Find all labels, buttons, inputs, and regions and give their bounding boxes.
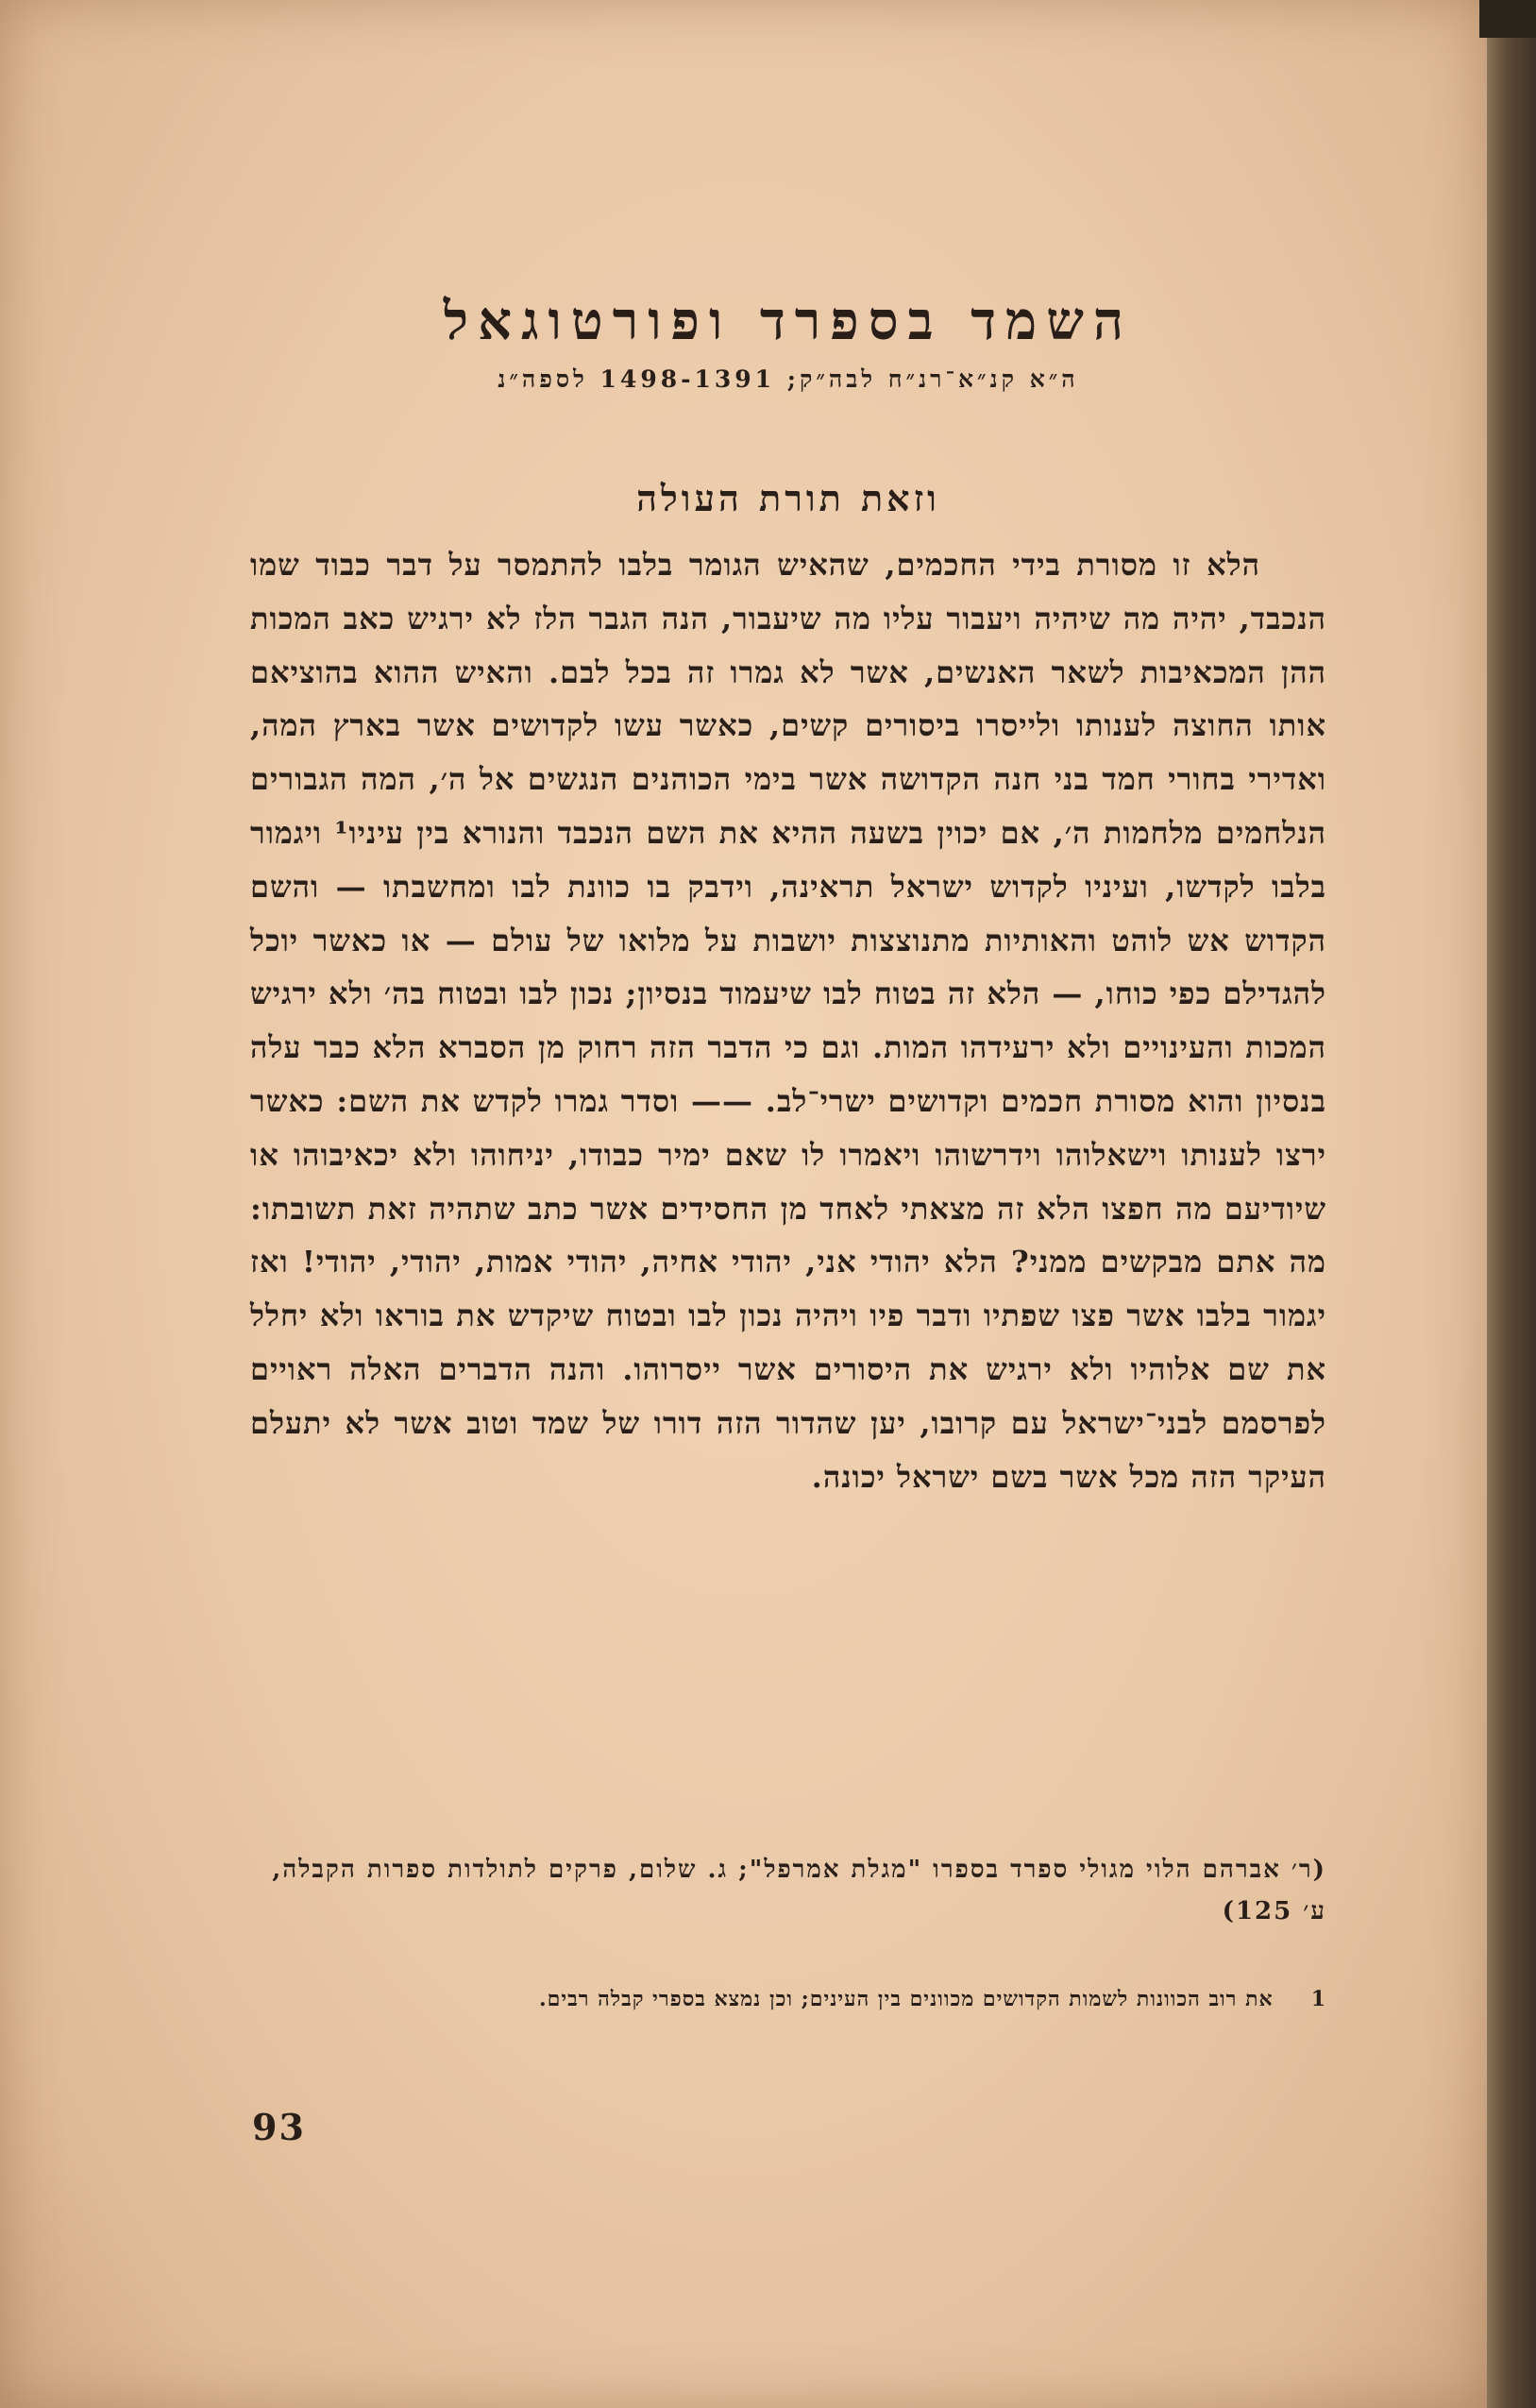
dark-corner	[1479, 0, 1536, 38]
date-subtitle: ה״א קנ״א־רנ״ח לבה״ק; 1498-1391 לספה״נ	[498, 365, 1079, 393]
body-paragraph: הלא זו מסורת בידי החכמים, שהאיש הגומר בלבו להתמסר על דבר כבוד שמו הנכבד, יהיה מה שיהיה ויעבור עליו מה שיעבור, הנה הגבר הלז לא ירגיש כאב המכות ההן המכאיבות לשאר האנשים, אשר לא גמרו זה בכל לבם. והאיש ההוא בהוציאם אותו החוצה לענותו ולייסרו ביסורים קשים, כאשר עשו לקדושים אשר בארץ המה, ואדירי בחורי חמד בני חנה הקדושה אשר בימי הכוהנים הנגשים אל ה׳, המה הגבורים הנלחמים מלחמות ה׳, אם יכוין בשעה ההיא את השם הנכבד והנורא בין עיניו¹ ויגמור בלבו לקדשו, ועיניו לקדוש ישראל תראינה, וידבק בו כוונת לבו ומחשבתו — והשם הקדוש אש לוהט והאותיות מתנוצצות יושבות על מלואו של עולם — או כאשר יוכל להגדילם כפי כוחו, — הלא זה בטוח לבו שיעמוד בנסיון; נכון לבו ובטוח בה׳ ולא ירגיש המכות והעינויים ולא ירעידהו המות. וגם כי הדבר הזה רחוק מן הסברא הלא כבר עלה בנסיון והוא מסורת חכמים וקדושים ישרי־לב. —— וסדר גמרו לקדש את השם: כאשר ירצו לענותו וישאלוהו וידרשוהו ויאמרו לו שאם ימיר כבודו, יניחוהו ולא יכאיבוהו או שיודיעם מה חפצו הלא זה מצאתי לאחד מן החסידים אשר כתב שתהיה זאת תשובתו: מה אתם מבקשים ממני? הלא יהודי אני, יהודי אחיה, יהודי אמות, יהודי, יהודי! ואז יגמור בלבו אשר פצו שפתיו ודבר פיו ויהיה נכון לבו ובטוח שיקדש את בוראו ולא יחלל את שם אלוהיו ולא ירגיש את היסורים אשר ייסרוהו. והנה הדברים האלה ראויים לפרסמם לבני־ישראל עם קרובו, יען שהדור הזה דורו של שמד וטוב אשר לא יתעלם העיקר הזה מכל אשר בשם ישראל יכונה.	[250, 547, 1327, 1495]
body-text	[250, 538, 1326, 1827]
section-heading: וזאת תורת העולה	[636, 477, 940, 519]
book-binding-edge	[1487, 0, 1536, 2408]
page-title: השמד בספרד ופורטוגאל	[443, 290, 1134, 352]
citation: (ר׳ אברהם הלוי מגולי ספרד בספרו "מגלת אמרפל"; ג. שלום, פרקים לתולדות ספרות הקבלה, ע׳ 125)	[272, 1856, 1326, 1925]
footnote-text: את רוב הכוונות לשמות הקדושים מכוונים בין העינים; וכן נמצא בספרי קבלה רבים.	[538, 1987, 1274, 2011]
footnote-number: 1	[1310, 1987, 1326, 2011]
page-number: 93	[252, 2106, 306, 2148]
footnote	[250, 1983, 1326, 2015]
